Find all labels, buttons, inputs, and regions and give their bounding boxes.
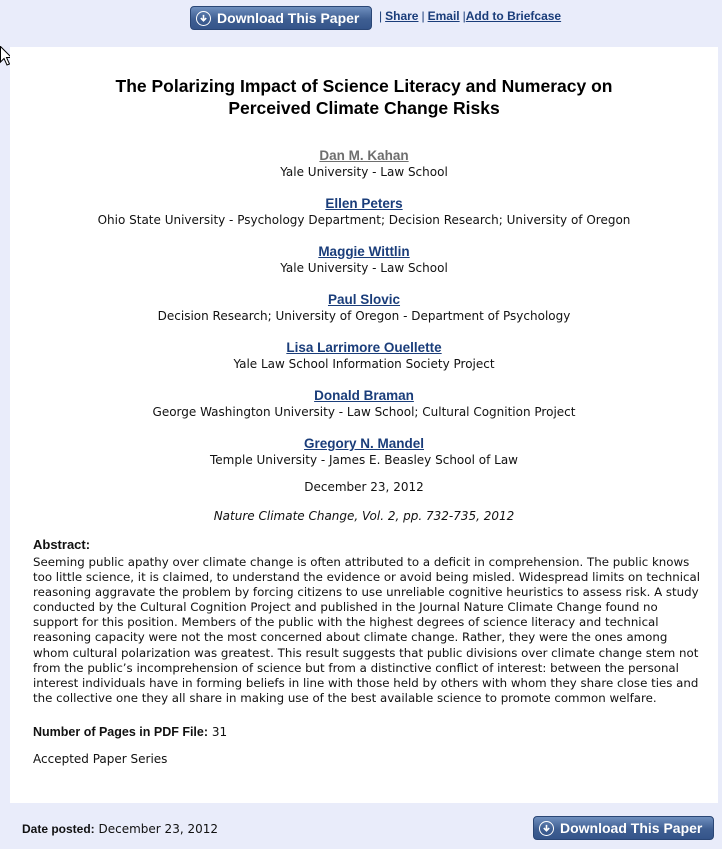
paper-title [10, 75, 718, 119]
add-to-briefcase-link[interactable]: Add to Briefcase [465, 9, 562, 23]
separator: | [379, 9, 383, 23]
page-count [33, 725, 227, 739]
author-affiliation: Yale University - Law School [280, 261, 448, 275]
author-affiliation: Ohio State University - Psychology Department; Decision Research; University of Oregon [97, 213, 631, 227]
separator: | [462, 9, 466, 23]
author-entry [10, 242, 718, 290]
title-line: Perceived Climate Change Risks [228, 98, 500, 118]
author-affiliation: George Washington University - Law School; Cultural Cognition Project [152, 405, 576, 419]
paper-series: Accepted Paper Series [33, 752, 168, 766]
author-link[interactable]: Gregory N. Mandel [303, 436, 425, 451]
paper-panel [10, 47, 718, 803]
publication-date: December 23, 2012 [304, 480, 424, 494]
author-link[interactable]: Ellen Peters [325, 196, 403, 211]
author-entry [10, 290, 718, 338]
author-affiliation: Yale University - Law School [280, 165, 448, 179]
author-entry [10, 338, 718, 386]
email-link[interactable]: Email [427, 9, 460, 23]
share-links [376, 9, 561, 23]
author-entry [10, 146, 718, 194]
author-link[interactable]: Donald Braman [314, 388, 414, 403]
download-label: Download This Paper [560, 820, 703, 836]
author-link[interactable]: Dan M. Kahan [319, 148, 409, 163]
date-posted [22, 822, 218, 836]
author-affiliation: Decision Research; University of Oregon - Department of Psychology [157, 309, 571, 323]
page-count-label: Number of Pages in PDF File: [33, 725, 209, 739]
download-arrow-icon [196, 11, 211, 26]
author-entry [10, 386, 718, 434]
separator: | [421, 9, 425, 23]
download-paper-button-top[interactable] [190, 6, 372, 30]
author-link[interactable]: Lisa Larrimore Ouellette [286, 340, 442, 355]
abstract-text: Seeming public apathy over climate change is often attributed to a deficit in comprehension. The public knows too little science, it is claimed, to understand the evidence or avoid being misled. Widespread limits on technical reasoning aggravate the problem by forcing citizens to use unreliable cognitive heuristics to assess risk. A study conducted by the Cultural Cognition Project and published in the Journal Nature Climate Change found no support for this position. Members of the public with the highest degrees of science literacy and technical reasoning capacity were not the most concerned about climate change. Rather, they were the ones among whom cultural polarization was greatest. This result suggests that public divisions over climate change stem not from the public’s incomprehension of science but from a distinctive conflict of interest: between the personal interest individuals have in forming beliefs in line with those held by others with whom they share close ties and the collective one they all share in making use of the best available science to promote common welfare. [33, 555, 701, 705]
abstract-heading: Abstract: [33, 537, 91, 552]
download-arrow-icon [539, 821, 554, 836]
share-link[interactable]: Share [385, 9, 419, 23]
author-affiliation: Temple University - James E. Beasley School of Law [210, 453, 518, 467]
download-label: Download This Paper [217, 10, 360, 26]
page-count-value: 31 [211, 725, 228, 739]
journal-citation: Nature Climate Change, Vol. 2, pp. 732-735, 2012 [213, 509, 515, 523]
author-entry [10, 434, 718, 482]
author-link[interactable]: Paul Slovic [327, 292, 401, 307]
author-affiliation: Yale Law School Information Society Project [233, 357, 495, 371]
download-paper-button-bottom[interactable] [533, 816, 714, 840]
author-list [10, 146, 718, 482]
date-posted-value: December 23, 2012 [98, 822, 218, 836]
title-line: The Polarizing Impact of Science Literacy and Numeracy on [115, 76, 613, 96]
author-entry [10, 194, 718, 242]
date-posted-label: Date posted: [22, 822, 95, 836]
author-link[interactable]: Maggie Wittlin [318, 244, 410, 259]
